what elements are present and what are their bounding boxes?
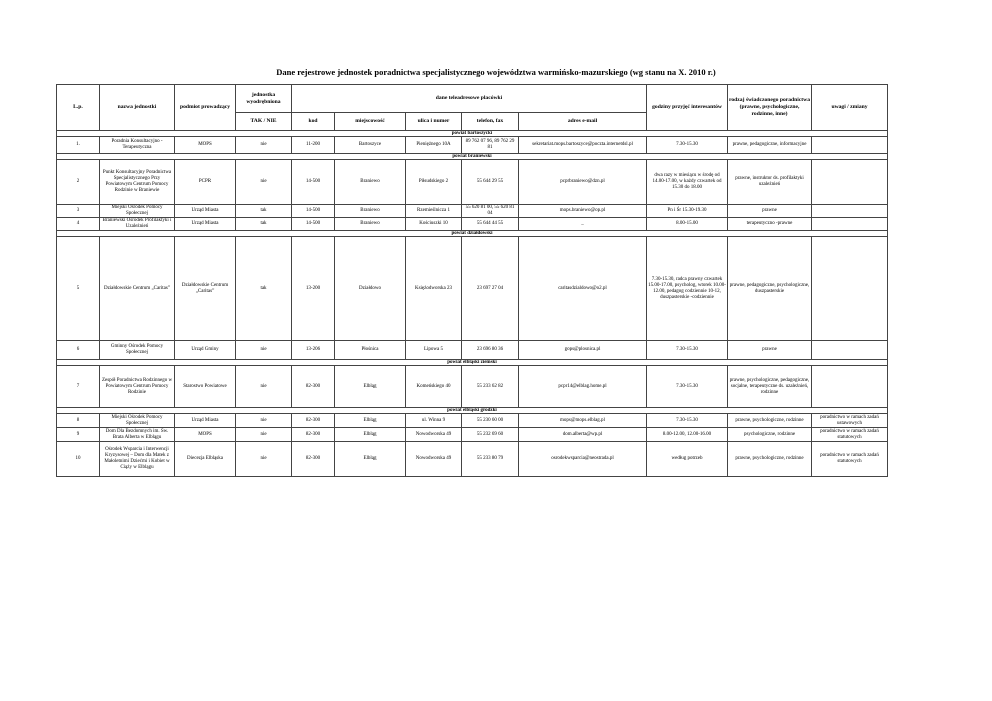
cell-uwagi (812, 137, 888, 154)
cell-lp: 5 (57, 237, 100, 341)
table-row (57, 218, 888, 231)
cell-lp: 3 (57, 205, 100, 218)
cell-rodzaj: prawne (728, 205, 812, 218)
cell-godziny: według potrzeb (647, 442, 728, 477)
cell-uwagi: poradnictwo w ramach zadań statutowych (812, 428, 888, 442)
cell-lp: 1. (57, 137, 100, 154)
cell-miejscowosc: Elbląg (335, 428, 406, 442)
powiat-label: powiat działdowski (57, 231, 888, 237)
powiat-label: powiat braniewski (57, 154, 888, 160)
powiat-label: powiat elbląski grodzki (57, 408, 888, 414)
cell-kod: 82-300 (292, 428, 335, 442)
cell-telefon: 89 762 07 96, 89 762 29 81 (462, 137, 519, 154)
cell-email: dom.alberta@wp.pl (519, 428, 647, 442)
cell-kod: 14-500 (292, 160, 335, 205)
cell-podmiot: MOPS (175, 137, 236, 154)
cell-telefon: 55 232 69 60 (462, 428, 519, 442)
cell-email: caritasdzialdowo@o2.pl (519, 237, 647, 341)
cell-rodzaj: prawne, pedagogiczne, psychologiczne, duszpasterskie (728, 237, 812, 341)
cell-ulica: Rzemieślnicza 1 (406, 205, 462, 218)
cell-podmiot: MOPS (175, 428, 236, 442)
cell-telefon: 23 696 80 36 (462, 341, 519, 360)
cell-taknie: nie (236, 442, 292, 477)
table-row (57, 205, 888, 218)
cell-email: mops.braniewo@op.pl (519, 205, 647, 218)
cell-kod: 13-206 (292, 341, 335, 360)
cell-podmiot: Urząd Gminy (175, 341, 236, 360)
cell-rodzaj: psychologiczne, rodzinne (728, 428, 812, 442)
cell-taknie: nie (236, 414, 292, 428)
cell-rodzaj: prawne, pedagogiczne, informacyjne (728, 137, 812, 154)
cell-godziny: 7.30-15.30 (647, 414, 728, 428)
cell-podmiot: PCPR (175, 160, 236, 205)
cell-ulica: Nowodworska 49 (406, 442, 462, 477)
cell-godziny: 7.30-15.30, radca prawny czwartek 15.00-17.00, psycholog, wtorek 10.00-12.00, pedagog codziennie 10-12, duszpasterskie -codziennie (647, 237, 728, 341)
cell-uwagi (812, 160, 888, 205)
cell-godziny: 7.30-15.30 (647, 341, 728, 360)
cell-godziny: 8.00-15.00 (647, 218, 728, 231)
cell-miejscowosc: Braniewo (335, 218, 406, 231)
cell-ulica: Lipowa 5 (406, 341, 462, 360)
cell-kod: 82-300 (292, 366, 335, 408)
cell-uwagi (812, 341, 888, 360)
header-rodzaj: rodzaj świadczonego poradnictwa (prawne, psychologiczne, rodzinne, inne) (728, 85, 812, 131)
cell-taknie: tak (236, 218, 292, 231)
header-dane: dane teleadresowe placówki (292, 85, 647, 113)
cell-uwagi: poradnictwo w ramach zadań statutowych (812, 442, 888, 477)
header-lp: L.p. (57, 85, 100, 131)
header-godziny: godziny przyjęć interesantów (647, 85, 728, 131)
cell-uwagi (812, 366, 888, 408)
cell-nazwa: Miejski Ośrodek Pomocy Społecznej (100, 414, 175, 428)
header-miejscowosc: miejscowość (335, 113, 406, 131)
cell-taknie: nie (236, 366, 292, 408)
cell-telefon: 55 644 29 55 (462, 160, 519, 205)
cell-nazwa: Działdowskie Centrum „Caritas” (100, 237, 175, 341)
header-kod: kod (292, 113, 335, 131)
cell-lp: 10 (57, 442, 100, 477)
cell-lp: 2 (57, 160, 100, 205)
header-taknie: TAK / NIE (236, 113, 292, 131)
cell-telefon: 55 233 62 82 (462, 366, 519, 408)
table-row (57, 341, 888, 360)
header-podmiot: podmiot prowadzący (175, 85, 236, 131)
cell-lp: 7 (57, 366, 100, 408)
cell-lp: 8 (57, 414, 100, 428)
cell-email: osrodekwsparcia@neostrada.pl (519, 442, 647, 477)
cell-godziny: Pn i Śr 15.30-19.30 (647, 205, 728, 218)
header-email: adres e-mail (519, 113, 647, 131)
cell-miejscowosc: Elbląg (335, 414, 406, 428)
cell-ulica: ul. Winna 9 (406, 414, 462, 428)
cell-uwagi (812, 237, 888, 341)
registry-table (56, 84, 888, 477)
cell-nazwa: Zespół Poradnictwa Rodzinnego w Powiatowym Centrum Pomocy Rodzinie (100, 366, 175, 408)
cell-ulica: Komeńskiego 40 (406, 366, 462, 408)
cell-nazwa: Ośrodek Wsparcia i Interwencji Kryzysowej – Dom dla Matek z Małoletnimi Dziećmi i Kobiet w Ciąży w Elblągu (100, 442, 175, 477)
powiat-label: powiat elbląski ziemski (57, 360, 888, 366)
cell-rodzaj: terapeutyczno -prawne (728, 218, 812, 231)
cell-godziny: 7.30-15.30 (647, 137, 728, 154)
header-ulica: ulica i numer (406, 113, 462, 131)
cell-ulica: Nowodworska 49 (406, 428, 462, 442)
cell-nazwa: Braniewski Ośrodek Profilaktyki i Uzależnień (100, 218, 175, 231)
cell-miejscowosc: Braniewo (335, 160, 406, 205)
header-wyodrebniona: jednostka wyodrębniona (236, 85, 292, 113)
table-row (57, 414, 888, 428)
cell-rodzaj: prawne, instruktor ds. profilaktyki uzależnień (728, 160, 812, 205)
cell-rodzaj: prawne, psychologiczne, rodzinne (728, 414, 812, 428)
cell-taknie: nie (236, 137, 292, 154)
cell-godziny: 8.00-12.00, 12.00-16.00 (647, 428, 728, 442)
cell-taknie: tak (236, 237, 292, 341)
cell-rodzaj: prawne (728, 341, 812, 360)
cell-nazwa: Punkt Konsultacyjny Poradnictwa Specjalistycznego Przy Powiatowym Centrum Pomocy Rodzinie w Braniewie (100, 160, 175, 205)
cell-email: mops@mops.elblag.pl (519, 414, 647, 428)
cell-uwagi (812, 205, 888, 218)
table-row (57, 428, 888, 442)
cell-rodzaj: prawne, psychologiczne, pedagogiczne, socjalne, terapeutyczne ds. uzależnień, rodzinne (728, 366, 812, 408)
cell-rodzaj: prawne, psychologiczne, rodzinne (728, 442, 812, 477)
cell-ulica: Kościuszki 10 (406, 218, 462, 231)
cell-godziny: 7.30-15.30 (647, 366, 728, 408)
cell-taknie: tak (236, 205, 292, 218)
cell-uwagi (812, 218, 888, 231)
cell-miejscowosc: Elbląg (335, 442, 406, 477)
table-row (57, 160, 888, 205)
cell-taknie: nie (236, 341, 292, 360)
cell-podmiot: Urząd Miasta (175, 414, 236, 428)
cell-taknie: nie (236, 428, 292, 442)
cell-miejscowosc: Elbląg (335, 366, 406, 408)
cell-nazwa: Dom Dla Bezdomnych im. Św. Brata Alberta w Elblągu (100, 428, 175, 442)
header-telefon: telefon, fax (462, 113, 519, 131)
cell-podmiot: Diecezja Elbląska (175, 442, 236, 477)
cell-kod: 14-500 (292, 218, 335, 231)
cell-email: _ (519, 218, 647, 231)
cell-kod: 82-300 (292, 414, 335, 428)
cell-lp: 9 (57, 428, 100, 442)
table-row (57, 366, 888, 408)
cell-miejscowosc: Braniewo (335, 205, 406, 218)
cell-telefon: 55 230 60 00 (462, 414, 519, 428)
page-title: Dane rejestrowe jednostek poradnictwa specjalistycznego województwa warmińsko-mazurskiego (wg stanu na X. 2010 r.) (276, 67, 716, 77)
header-uwagi: uwagi / zmiany (812, 85, 888, 131)
cell-nazwa: Poradnia Konsultacyjno - Terapeutyczna (100, 137, 175, 154)
table-row (57, 237, 888, 341)
cell-nazwa: Miejski Ośrodek Pomocy Społecznej (100, 205, 175, 218)
cell-ulica: Księżodworska 23 (406, 237, 462, 341)
cell-podmiot: Urząd Miasta (175, 218, 236, 231)
cell-miejscowosc: Płośnica (335, 341, 406, 360)
cell-telefon: 55 620 81 00, 55 620 81 04 (462, 205, 519, 218)
cell-podmiot: Starostwo Powiatowe (175, 366, 236, 408)
cell-godziny: dwa razy w miesiącu w środę od 14.00-17.00, w każdy czwartek od 15.30 do 18.00 (647, 160, 728, 205)
cell-kod: 14-500 (292, 205, 335, 218)
cell-email: pcpr14@elblag.home.pl (519, 366, 647, 408)
powiat-label: powiat bartoszycki (57, 131, 888, 137)
cell-kod: 13-200 (292, 237, 335, 341)
cell-lp: 6 (57, 341, 100, 360)
cell-podmiot: Działdowskie Centrum „Caritas” (175, 237, 236, 341)
cell-kod: 82-300 (292, 442, 335, 477)
cell-ulica: Pieniężnego 10A (406, 137, 462, 154)
cell-telefon: 55 644 44 55 (462, 218, 519, 231)
cell-miejscowosc: Bartoszyce (335, 137, 406, 154)
table-row (57, 442, 888, 477)
cell-telefon: 55 233 80 79 (462, 442, 519, 477)
cell-telefon: 23 697 27 04 (462, 237, 519, 341)
cell-email: pcprbraniewo@dzn.pl (519, 160, 647, 205)
cell-taknie: nie (236, 160, 292, 205)
cell-kod: 11-200 (292, 137, 335, 154)
cell-uwagi: poradnictwo w ramach zadań ustawowych (812, 414, 888, 428)
cell-lp: 4 (57, 218, 100, 231)
table-body (57, 131, 888, 477)
cell-ulica: Piłsudskiego 2 (406, 160, 462, 205)
cell-email: sekretariat.mops.bartoszyce@poczta.internetdsl.pl (519, 137, 647, 154)
header-nazwa: nazwa jednostki (100, 85, 175, 131)
cell-miejscowosc: Działdowo (335, 237, 406, 341)
cell-email: gops@plosnica.pl (519, 341, 647, 360)
cell-nazwa: Gminny Ośrodek Pomocy Społecznej (100, 341, 175, 360)
table-row (57, 137, 888, 154)
cell-podmiot: Urząd Miasta (175, 205, 236, 218)
